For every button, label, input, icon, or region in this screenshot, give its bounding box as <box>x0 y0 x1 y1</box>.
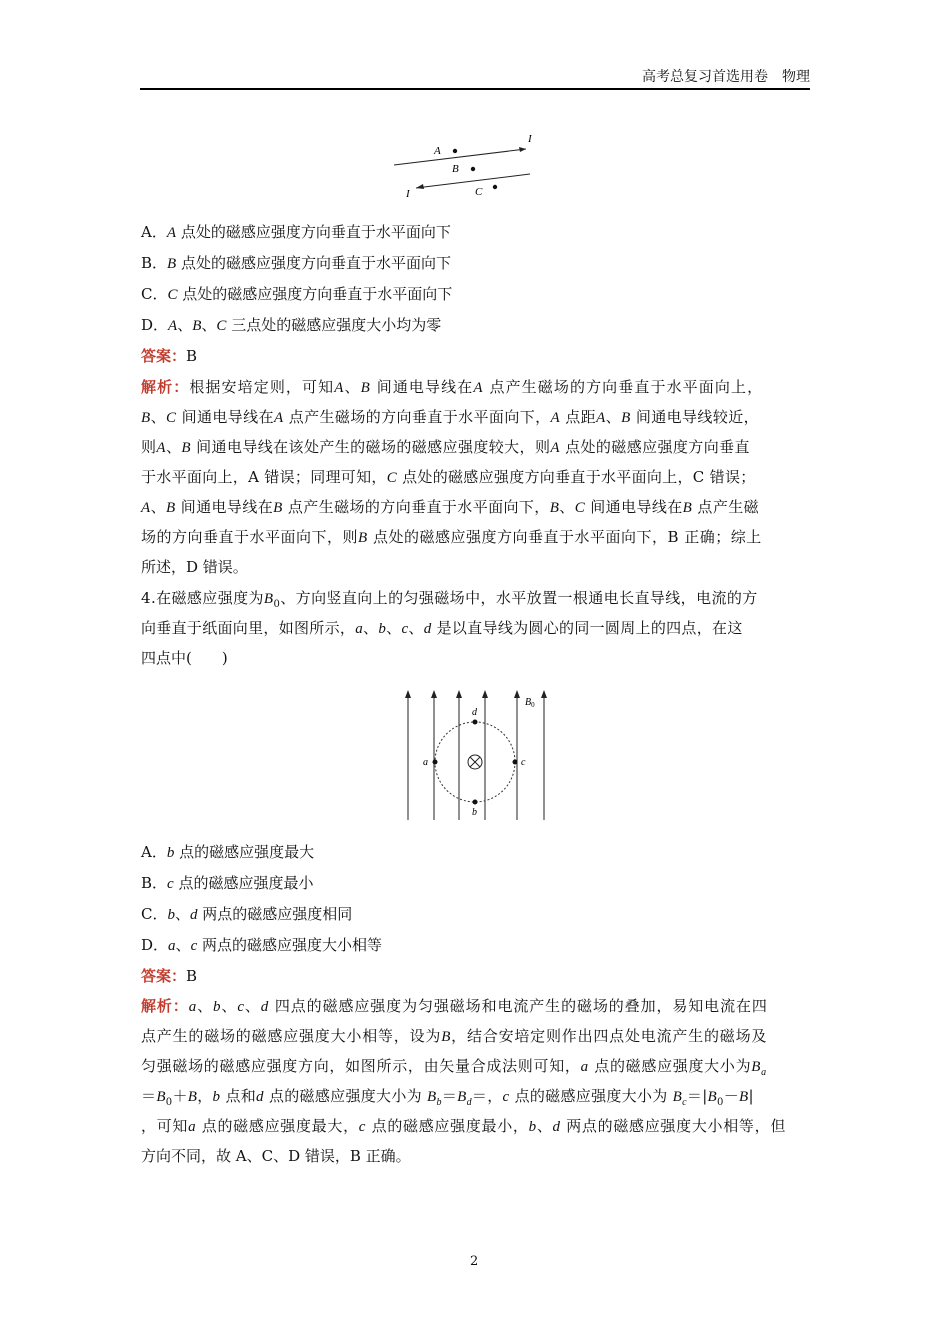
q4-analysis-line-5: ，可知a 点的磁感应强度最大，c 点的磁感应强度最小，b、d 两点的磁感应强度大小相等，但 <box>141 1117 787 1135</box>
point-a <box>453 149 457 153</box>
label-c: C <box>475 186 483 198</box>
q4-stem-line-2: 向垂直于纸面向里，如图所示，a、b、c、d 是以直导线为圆心的同一圆周上的四点，在这 <box>141 619 743 637</box>
label-d: d <box>472 707 477 718</box>
label-b0: $B_0$ <box>525 697 535 709</box>
q4-analysis-line-1: 解析：a、b、c、d 四点的磁感应强度为匀强磁场和电流产生的磁场的叠加，易知电流在四 <box>141 997 768 1015</box>
q4-analysis-line-6: 方向不同，故 A、C、D 错误，B 正确。 <box>141 1147 411 1165</box>
header-title: 高考总复习首选用卷 物理 <box>642 69 810 85</box>
q3-option-d: D．A、B、C 三点处的磁感应强度大小均为零 <box>141 316 442 334</box>
label-c: c <box>521 757 526 768</box>
point-c <box>493 185 497 189</box>
q4-option-b: B．c 点的磁感应强度最小 <box>141 874 314 892</box>
q3-analysis-line-3: 则A、B 间通电导线在该处产生的磁场的磁感应强度较大，则A 点处的磁感应强度方向垂直 <box>141 438 750 456</box>
point-b <box>471 167 475 171</box>
figure-field <box>398 688 558 822</box>
point-b <box>473 800 478 805</box>
page-header <box>140 64 810 90</box>
q4-stem-line-1: 4.在磁感应强度为$B_0$、方向竖直向上的匀强磁场中，水平放置一根通电长直导线，电流的方 <box>141 589 758 610</box>
label-b: B <box>452 163 459 175</box>
q3-option-b: B．B 点处的磁感应强度方向垂直于水平面向下 <box>141 254 452 272</box>
label-b: b <box>472 807 477 818</box>
q4-option-c: C．b、d 两点的磁感应强度相同 <box>141 905 353 923</box>
q3-analysis-line-7: 所述，D 错误。 <box>141 558 248 576</box>
q3-analysis-line-4: 于水平面向上，A 错误；同理可知，C 点处的磁感应强度方向垂直于水平面向上，C 错误； <box>141 468 756 486</box>
q4-option-a: A．b 点的磁感应强度最大 <box>141 843 315 861</box>
q3-analysis-line-5: A、B 间通电导线在B 点产生磁场的方向垂直于水平面向下，B、C 间通电导线在B 点产生磁 <box>141 498 760 516</box>
q3-option-a: A．A 点处的磁感应强度方向垂直于水平面向下 <box>141 223 451 241</box>
q4-analysis-line-2: 点产生的磁场的磁感应强度大小相等，设为B，结合安培定则作出四点处电流产生的磁场及 <box>141 1027 768 1045</box>
current-into-page-icon <box>468 755 482 769</box>
q4-answer: 答案：B <box>141 967 198 985</box>
q3-analysis-line-1: 解析：根据安培定则，可知A、B 间通电导线在A 点产生磁场的方向垂直于水平面向上， <box>141 378 764 396</box>
wire-top <box>394 149 526 165</box>
figure-wires <box>388 125 538 200</box>
q4-analysis-line-3: 匀强磁场的磁感应强度方向，如图所示，由矢量合成法则可知，a 点的磁感应强度大小为$B_a$ <box>141 1057 767 1078</box>
point-a <box>433 760 438 765</box>
page-number: 2 <box>470 1254 479 1269</box>
label-i-bottom: I <box>406 188 410 200</box>
point-c <box>513 760 518 765</box>
q4-analysis-line-4: $=B_0+B$，b 点和d 点的磁感应强度大小为 $B_b=B_d=$，c 点的磁感应强度大小为 $B_c=|B_0-B|$ <box>141 1087 754 1108</box>
q3-analysis-line-6: 场的方向垂直于水平面向下，则B 点处的磁感应强度方向垂直于水平面向下，B 正确；综上 <box>141 528 762 546</box>
label-i-top: I <box>528 133 532 145</box>
label-a: a <box>423 757 428 768</box>
point-d <box>473 720 478 725</box>
q3-option-c: C．C 点处的磁感应强度方向垂直于水平面向下 <box>141 285 453 303</box>
q4-stem-line-3: 四点中( ) <box>141 649 228 667</box>
arrow-right-icon <box>519 147 526 152</box>
label-a: A <box>434 145 441 157</box>
q3-analysis-line-2: B、C 间通电导线在A 点产生磁场的方向垂直于水平面向下，A 点距A、B 间通电导线较近， <box>141 408 760 426</box>
q4-option-d: D．a、c 两点的磁感应强度大小相等 <box>141 936 383 954</box>
q3-answer: 答案：B <box>141 347 198 365</box>
wire-bottom <box>416 174 530 188</box>
